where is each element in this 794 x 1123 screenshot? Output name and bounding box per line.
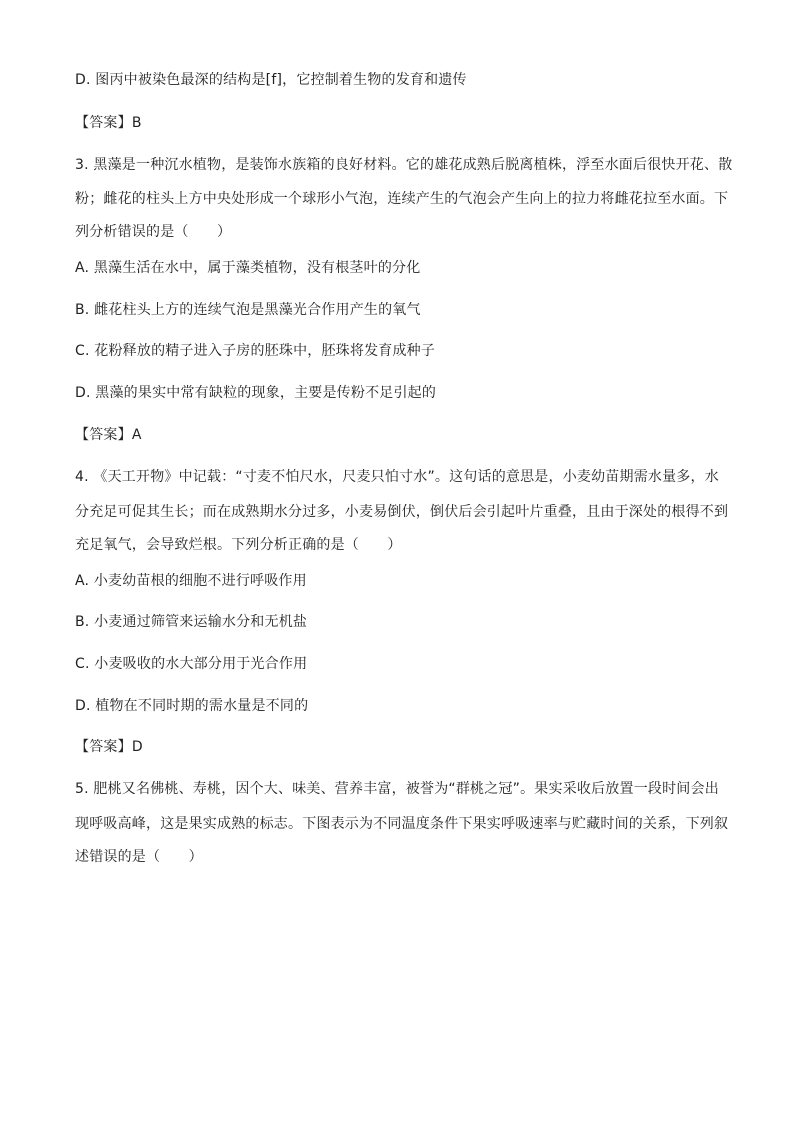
q3-answer (75, 425, 735, 445)
q3-stem-line-3: 列分析错误的是（ ） (75, 224, 232, 240)
q4-option-c: C. 小麦吸收的水大部分用于光合作用 (75, 656, 308, 672)
q5-stem-line-1: 5. 肥桃又名佛桃、寿桃，因个大、味美、营养丰富，被誉为“群桃之冠”。果实采收后放置一段时间会出 (75, 781, 719, 797)
q4-answer (75, 737, 735, 757)
q4-option-b: B. 小麦通过筛管来运输水分和无机盐 (75, 614, 308, 630)
answer-label: 【答案】 (75, 427, 132, 443)
answer-label: 【答案】 (75, 115, 132, 131)
q5-stem-line-2: 现呼吸高峰，这是果实成熟的标志。下图表示为不同温度条件下果实呼吸速率与贮藏时间的关系，下列叙 (75, 816, 729, 832)
q4-option-a: A. 小麦幼苗根的细胞不进行呼吸作用 (75, 573, 307, 589)
q4-option-d: D. 植物在不同时期的需水量是不同的 (75, 698, 309, 714)
q5-stem-line-3: 述错误的是（ ） (75, 849, 203, 865)
q3-option-c: C. 花粉释放的精子进入子房的胚珠中，胚珠将发育成种子 (75, 343, 436, 359)
q2-option-d: D. 图丙中被染色最深的结构是[f]，它控制着生物的发育和遗传 (75, 72, 467, 88)
answer-value: D (131, 739, 143, 755)
q3-option-a: A. 黑藻生活在水中，属于藻类植物，没有根茎叶的分化 (75, 260, 421, 276)
q4-stem-line-2: 分充足可促其生长；而在成熟期水分过多，小麦易倒伏，倒伏后会引起叶片重叠，且由于深处的根得不到 (75, 504, 729, 520)
q3-option-d: D. 黑藻的果实中常有缺粒的现象，主要是传粉不足引起的 (75, 385, 437, 401)
q3-stem-line-1: 3. 黑藻是一种沉水植物，是装饰水族箱的良好材料。它的雄花成熟后脱离植株，浮至水面后很快开花、散 (75, 157, 733, 173)
q3-stem-line-2: 粉；雌花的柱头上方中央处形成一个球形小气泡，连续产生的气泡会产生向上的拉力将雌花拉至水面。下 (75, 191, 729, 207)
answer-value: B (131, 115, 142, 131)
answer-value: A (131, 427, 142, 443)
q4-stem-line-1: 4. 《天工开物》中记载：“寸麦不怕尺水，尺麦只怕寸水”。这句话的意思是，小麦幼苗期需水量多，水 (75, 469, 719, 485)
q4-stem-line-3: 充足氧气，会导致烂根。下列分析正确的是（ ） (75, 537, 402, 553)
q3-option-b: B. 雌花柱头上方的连续气泡是黑藻光合作用产生的氧气 (75, 302, 421, 318)
answer-label: 【答案】 (75, 739, 132, 755)
q2-answer (75, 113, 735, 133)
